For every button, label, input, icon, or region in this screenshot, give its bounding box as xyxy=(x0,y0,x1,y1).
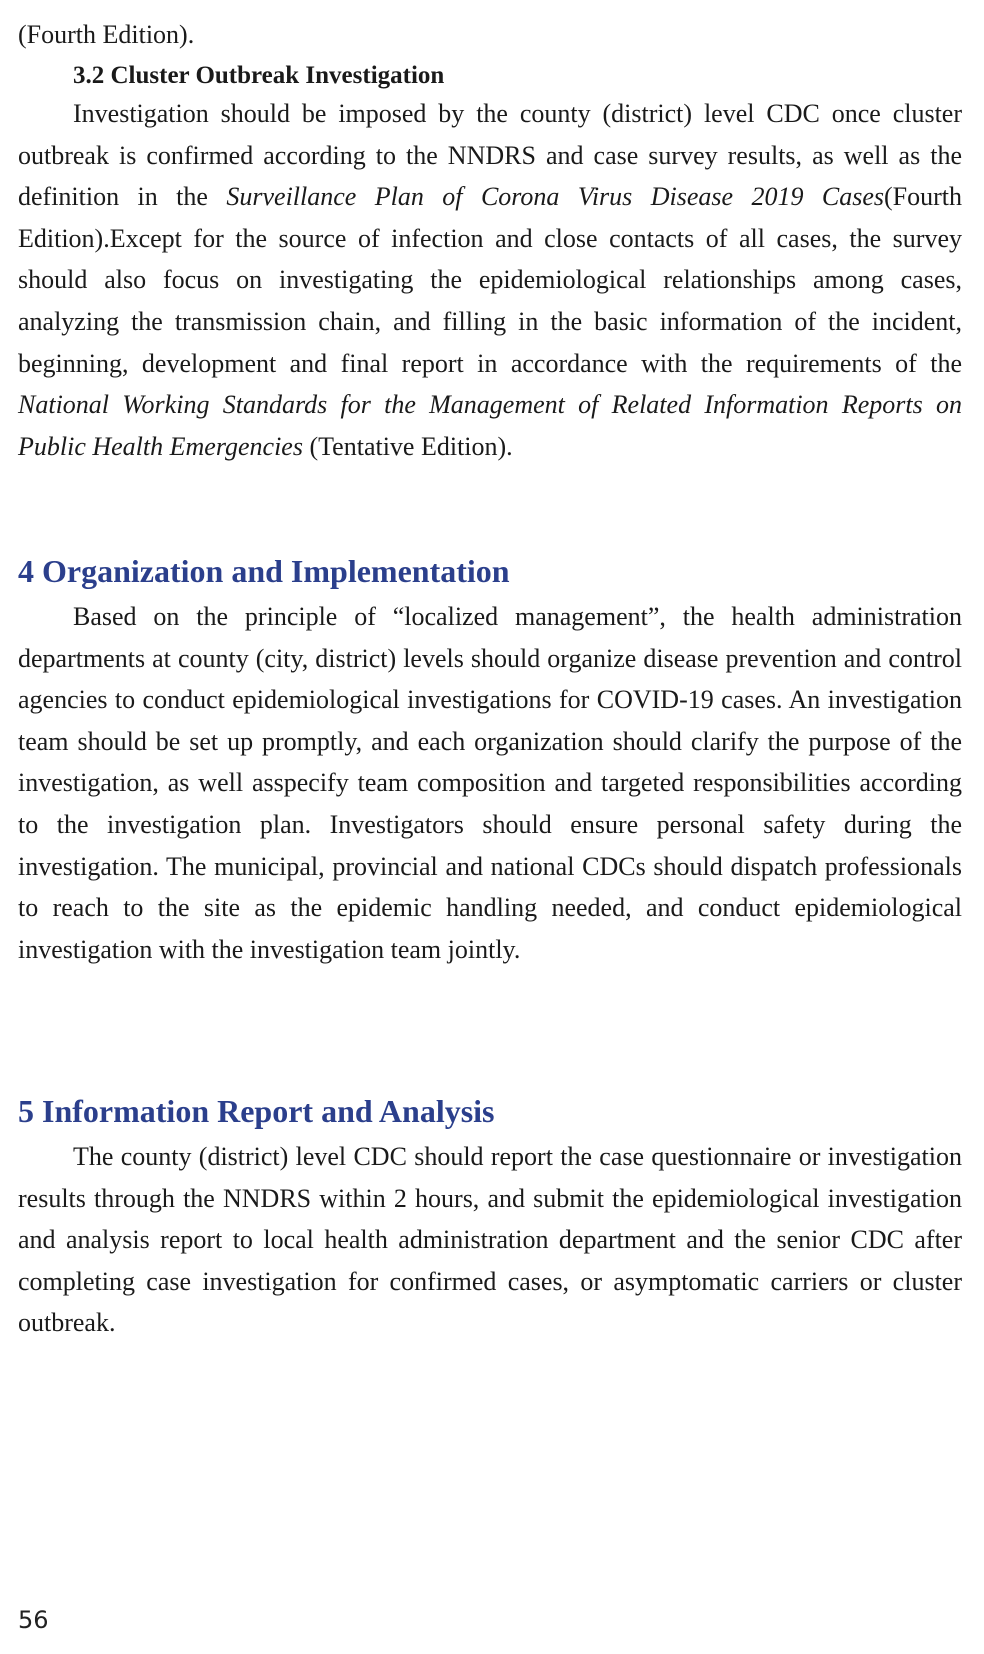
section-5-heading: 5 Information Report and Analysis xyxy=(18,1093,495,1129)
section-3-2-heading: 3.2 Cluster Outbreak Investigation xyxy=(73,62,445,89)
section-4-body: Based on the principle of “localized management”, the health administration departments at county (city, district) levels should organize disease prevention and control agencies to conduct epidemiological investigations for COVID-19 cases. An investigation team should be set up promptly, and each organization should clarify the purpose of the investigation, as well asspecify team composition and targeted responsibilities according to the investigation plan. Investigators should ensure personal safety during the investigation. The municipal, provincial and national CDCs should dispatch professionals to reach to the site as the epidemic handling needed, and conduct epidemiological investigation with the investigation team jointly. xyxy=(18,602,962,964)
top-fragment: (Fourth Edition). xyxy=(18,20,195,49)
body-text: (Fourth Edition).Except for the source of infection and close contacts of all cases, the survey should also focus on investigating the epidemiological relationships among cases, analyzing the transmission chain, and filling in the basic information of the incident, beginning, development and final report in accordance with the requirements of the xyxy=(18,182,962,378)
italic-title: Surveillance Plan of Corona Virus Disease 2019 Cases xyxy=(226,182,884,212)
body-text: Investigation should be imposed by the county (district) level CDC once cluster outbreak is confirmed according to the NNDRS and case survey results, as well as the definition in the xyxy=(18,99,962,212)
body-text: (Tentative Edition). xyxy=(302,431,513,461)
section-4-heading: 4 Organization and Implementation xyxy=(18,553,510,589)
page-number: 56 xyxy=(18,1606,49,1634)
italic-title: National Working Standards for the Management of Related Information Reports on Public Health Emergencies xyxy=(18,390,962,461)
section-5-body: The county (district) level CDC should report the case questionnaire or investigation results through the NNDRS within 2 hours, and submit the epidemiological investigation and analysis report to local health administration department and the senior CDC after completing case investigation for confirmed cases, or asymptomatic carriers or cluster outbreak. xyxy=(18,1142,962,1338)
section-3-2-body xyxy=(18,93,962,467)
